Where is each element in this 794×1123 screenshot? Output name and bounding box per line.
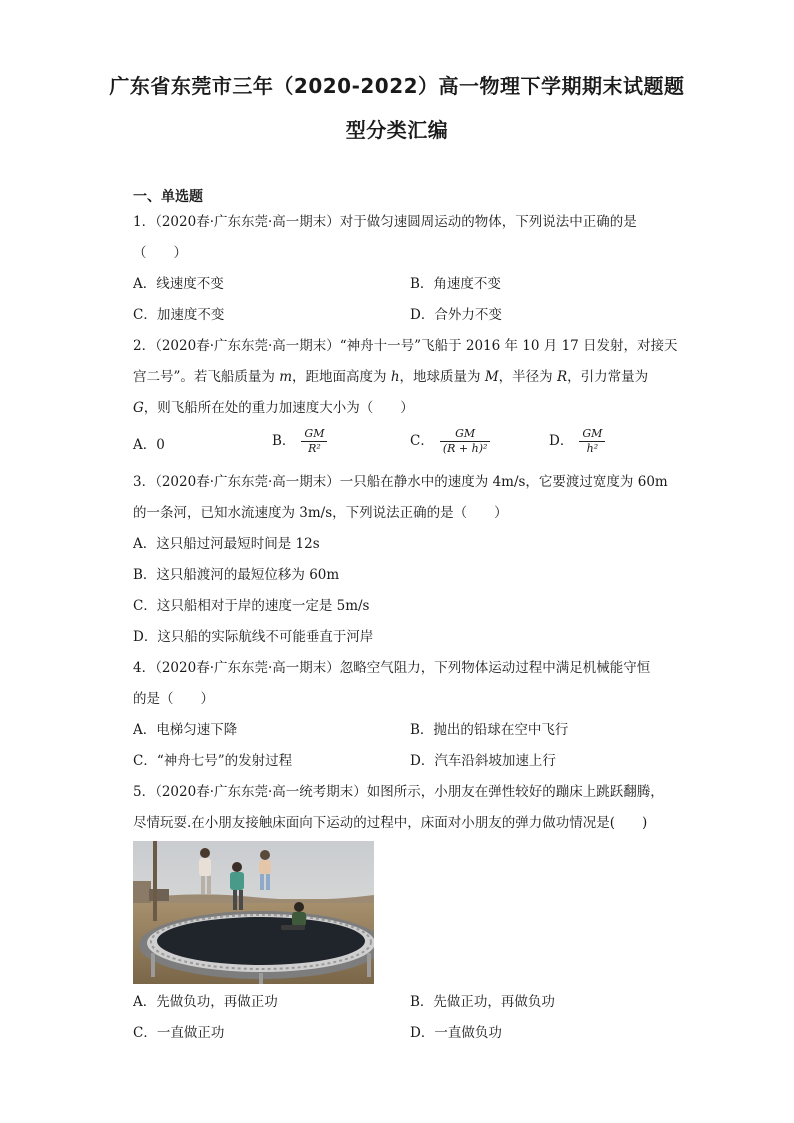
question-5-option-c: C．一直做正功 <box>133 1025 225 1041</box>
question-2-stem: 2．（2020春·广东东莞·高一期末）“神舟十一号”飞船于 2016 年 10 月 17 日发射，对接天 <box>133 338 678 354</box>
question-5-option-a: A．先做负功，再做正功 <box>133 994 278 1010</box>
question-3-option-a: A．这只船过河最短时间是 12s <box>133 536 320 552</box>
denominator: R² <box>308 442 321 455</box>
option-label: C． <box>410 433 434 449</box>
fraction <box>440 428 491 455</box>
question-2-option-b <box>272 428 327 455</box>
numerator: GM <box>304 427 325 440</box>
question-3-option-c: C．这只船相对于岸的速度一定是 5m/s <box>133 598 370 614</box>
question-4-option-a: A．电梯匀速下降 <box>133 722 238 738</box>
question-5-option-b: B．先做正功，再做负功 <box>410 994 555 1010</box>
document-title-line2: 型分类汇编 <box>345 118 449 142</box>
question-1-stem-cont: （ ） <box>133 245 187 261</box>
var-h: h <box>390 369 400 385</box>
var-big-m: M <box>484 369 499 385</box>
question-1-option-d: D．合外力不变 <box>410 307 502 323</box>
question-1-stem: 1．（2020春·广东东莞·高一期末）对于做匀速圆周运动的物体，下列说法中正确的是 <box>133 214 637 230</box>
question-2-option-d <box>549 428 605 455</box>
var-g: G <box>133 400 144 416</box>
question-2-text: ，地球质量为 <box>399 369 485 385</box>
fraction <box>579 428 605 455</box>
denominator: (R + h)² <box>442 442 488 455</box>
question-5-stem-cont: 尽情玩耍.在小朋友接触床面向下运动的过程中，床面对小朋友的弹力做功情况是( ) <box>133 815 648 831</box>
question-2-text: ，半径为 <box>498 369 557 385</box>
trampoline-photo <box>133 841 374 984</box>
question-2-option-a: A．0 <box>133 437 165 453</box>
question-2-stem-cont <box>133 367 648 387</box>
question-1-option-a: A．线速度不变 <box>133 276 224 292</box>
var-m: m <box>279 369 293 385</box>
question-2-text: ，则飞船所在处的重力加速度大小为（ ） <box>143 400 414 416</box>
question-4-option-d: D．汽车沿斜坡加速上行 <box>410 753 556 769</box>
question-4-option-b: B．抛出的铅球在空中飞行 <box>410 722 569 738</box>
denominator: h² <box>586 442 599 455</box>
question-2-text: 宫二号”。若飞船质量为 <box>133 369 280 385</box>
question-3-option-b: B．这只船渡河的最短位移为 60m <box>133 567 340 583</box>
question-5-stem: 5．（2020春·广东东莞·高一统考期末）如图所示，小朋友在弹性较好的蹦床上跳跃翻腾， <box>133 784 664 800</box>
fraction <box>301 428 327 455</box>
question-2-stem-cont2 <box>133 398 414 418</box>
question-1-option-c: C．加速度不变 <box>133 307 225 323</box>
document-title-line1: 广东省东莞市三年（2020-2022）高一物理下学期期末试题题 <box>109 74 685 98</box>
question-2-option-c <box>410 428 490 455</box>
question-5-option-d: D．一直做负功 <box>410 1025 502 1041</box>
question-3-stem: 3．（2020春·广东东莞·高一期末）一只船在静水中的速度为 4m/s，它要渡过宽度为 60m <box>133 474 668 490</box>
question-4-option-c: C．“神舟七号”的发射过程 <box>133 753 293 769</box>
question-2-text: ，距地面高度为 <box>292 369 391 385</box>
question-4-stem-cont: 的是（ ） <box>133 691 214 707</box>
option-label: B． <box>272 433 296 449</box>
numerator: GM <box>582 427 603 440</box>
question-4-stem: 4．（2020春·广东东莞·高一期末）忽略空气阻力，下列物体运动过程中满足机械能守恒 <box>133 660 651 676</box>
numerator: GM <box>455 427 476 440</box>
question-3-stem-cont: 的一条河，已知水流速度为 3m/s，下列说法正确的是（ ） <box>133 505 508 521</box>
question-3-option-d: D．这只船的实际航线不可能垂直于河岸 <box>133 629 374 645</box>
option-label: D． <box>549 433 574 449</box>
question-1-option-b: B．角速度不变 <box>410 276 501 292</box>
section-heading: 一、单选题 <box>133 189 203 205</box>
question-2-text: ，引力常量为 <box>567 369 649 385</box>
var-r: R <box>556 369 568 385</box>
